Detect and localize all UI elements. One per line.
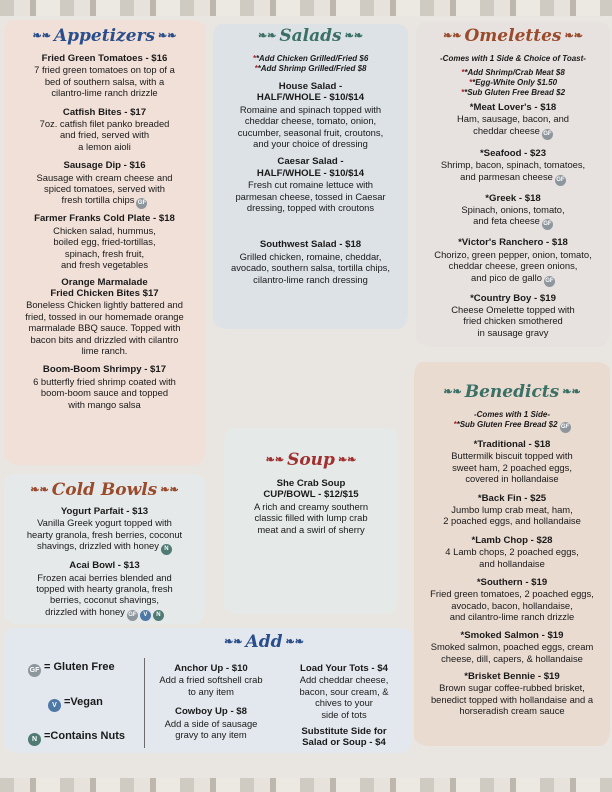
salads-title: ❧❧ Salads ❧❧ bbox=[257, 26, 364, 46]
salads-addons: **Add Chicken Grilled/Fried $6 **Add Shrimp Grilled/Fried $8 bbox=[252, 54, 369, 73]
fern-leaf-icon: ❧❧ bbox=[443, 29, 462, 42]
benedicts-addons: **Sub Gluten Free Bread $2 GF bbox=[416, 420, 608, 433]
menu-item: Anchor Up - $10 Add a fried softshell crab to any item bbox=[159, 663, 263, 697]
menu-item: Catfish Bites - $17 7oz. catfish filet panko breaded and fried, served with a lemon aioli bbox=[39, 106, 170, 152]
menu-item: *Lamb Chop - $28 4 Lamb chops, 2 poached eggs, and hollandaise bbox=[445, 534, 579, 569]
fern-leaf-icon: ❧❧ bbox=[32, 29, 51, 42]
menu-item: Yogurt Parfait - $13 Vanilla Greek yogurt topped with hearty granola, fresh berries, coconut shavings, drizzled with honey N bbox=[6, 506, 203, 555]
contains-nuts-badge: N bbox=[28, 733, 41, 746]
menu-item: Acai Bowl - $13 Frozen acai berries blended and topped with hearty granola, fresh berries, coconut shavings, drizzled with honey GF V N bbox=[6, 560, 203, 621]
appetizers-list bbox=[6, 53, 203, 410]
menu-item: Caesar Salad - HALF/WHOLE - $10/$14 Fresh cut romaine lettuce with parmesan cheese, tossed in Caesar dressing, topped with croutons bbox=[235, 156, 386, 214]
gluten-free-badge: GF bbox=[127, 610, 138, 621]
menu-item: Cowboy Up - $8 Add a side of sausage gravy to any item bbox=[164, 706, 258, 741]
fern-leaf-icon: ❧❧ bbox=[285, 635, 304, 648]
omelettes-addons: **Add Shrimp/Crab Meat $8 **Egg-White Only $1.50 **Sub Gluten Free Bread $2 bbox=[460, 68, 566, 97]
menu-item: Fried Green Tomatoes - $16 7 fried green tomatoes on top of a bed of southern salsa, with a cilantro-lime ranch drizzle bbox=[34, 53, 175, 99]
menu-item: Farmer Franks Cold Plate - $18 Chicken salad, hummus, boiled egg, fried-tortillas, spinach, fresh fruit, and fresh vegetables bbox=[34, 213, 175, 271]
wood-border-bottom bbox=[0, 778, 612, 792]
menu-item: Substitute Side for Salad or Soup - $4 bbox=[301, 726, 387, 749]
benedicts-list: -Comes with 1 Side- **Sub Gluten Free Bread $2 GF *Traditional - $18 Buttermilk biscuit topped with sweet ham, 2 poached eggs, covered in hollandaise *Back Fin - $25 Jumbo lump crab meat, ham, 2 poached eggs, and hollandaise *Lamb Chop - $28 4 Lamb chops, 2 poached eggs, and hollandaise *Southern - $19 Fried green tomatoes, 2 poached eggs, avocado, bacon, hollandaise, and cilantro-lime ranch drizzle *Smoked Salmon - $19 Smoked salmon, poached eggs, cream cheese, dill, capers, & hollandaise *Brisket Bennie - $19 Brown sugar coffee-rubbed brisket, benedict topped with hollandaise and a horseradish cream sauce bbox=[416, 410, 608, 717]
cold-bowls-title: ❧❧ Cold Bowls ❧❧ bbox=[30, 480, 179, 500]
menu-item: Load Your Tots - $4 Add cheddar cheese, bacon, sour cream, & chives to your side of tots bbox=[299, 663, 389, 720]
salads-list bbox=[215, 54, 406, 285]
omelettes-list: -Comes with 1 Side & Choice of Toast- **Add Shrimp/Crab Meat $8 **Egg-White Only $1.50 **Sub Gluten Free Bread $2 *Meat Lover's - $18 Ham, sausage, bacon, and cheddar cheese GF *Seafood - $23 Shrimp, bacon, spinach, tomatoes, and parmesan cheese GF *Greek - $18 Spinach, onions, tomato, and feta cheese GF *Victor's Ranchero - $18 Chorizo, green pepper, onion, tomato, cheddar cheese, green onions, and pico de gallo GF *Country Boy - $19 Cheese Omelette topped with fried chicken smothered in sausage gravy bbox=[418, 54, 608, 338]
menu-item: House Salad - HALF/WHOLE - $10/$14 Romaine and spinach topped with cheddar cheese, tomato, onion, cucumber, seasonal fruit, croutons, and your choice of dressing bbox=[237, 81, 384, 150]
menu-item: *Country Boy - $19 Cheese Omelette topped with fried chicken smothered in sausage gravy bbox=[451, 292, 575, 338]
add-items-right bbox=[280, 663, 408, 749]
appetizers-title: ❧❧ Appetizers ❧❧ bbox=[32, 26, 177, 46]
omelettes-title: ❧❧ Omelettes ❧❧ bbox=[443, 26, 583, 46]
menu-item: *Traditional - $18 Buttermilk biscuit topped with sweet ham, 2 poached eggs, covered in hollandaise bbox=[451, 439, 573, 485]
menu-item: *Back Fin - $25 Jumbo lump crab meat, ham, 2 poached eggs, and hollandaise bbox=[443, 492, 581, 527]
menu-item: She Crab Soup CUP/BOWL - $12/$15 A rich and creamy southern classic filled with lump crab meat and a swirl of sherry bbox=[253, 478, 369, 535]
menu-item: *Meat Lover's - $18 Ham, sausage, bacon, and cheddar cheese GF bbox=[418, 102, 608, 140]
menu-item: *Southern - $19 Fried green tomatoes, 2 poached eggs, avocado, bacon, hollandaise, and cilantro-lime ranch drizzle bbox=[430, 577, 594, 623]
add-items-left bbox=[148, 663, 274, 740]
soup-list bbox=[226, 478, 396, 535]
contains-nuts-badge: N bbox=[161, 544, 172, 555]
menu-item: Sausage Dip - $16 Sausage with cream cheese and spiced tomatoes, served with fresh tortilla chips GF bbox=[6, 160, 203, 209]
fern-leaf-icon: ❧❧ bbox=[564, 29, 583, 42]
menu-item: *Smoked Salmon - $19 Smoked salmon, poached eggs, cream cheese, dill, capers, & hollandaise bbox=[430, 629, 594, 664]
fern-leaf-icon: ❧❧ bbox=[30, 483, 49, 496]
fern-leaf-icon: ❧❧ bbox=[160, 483, 179, 496]
gluten-free-badge: GF bbox=[136, 198, 147, 209]
add-divider bbox=[144, 658, 145, 748]
fern-leaf-icon: ❧❧ bbox=[224, 635, 243, 648]
vegan-badge: V bbox=[48, 699, 61, 712]
vegan-badge: V bbox=[140, 610, 151, 621]
fern-leaf-icon: ❧❧ bbox=[443, 385, 462, 398]
menu-item: *Brisket Bennie - $19 Brown sugar coffee-rubbed brisket, benedict topped with hollandaise and a horseradish cream sauce bbox=[430, 670, 594, 717]
cold-bowls-list bbox=[6, 506, 203, 621]
menu-item: *Seafood - $23 Shrimp, bacon, spinach, tomatoes, and parmesan cheese GF bbox=[418, 148, 608, 186]
fern-leaf-icon: ❧❧ bbox=[337, 453, 357, 466]
legend-contains-nuts: N =Contains Nuts bbox=[28, 730, 125, 746]
menu-item: *Greek - $18 Spinach, onions, tomato, and feta cheese GF bbox=[418, 193, 608, 231]
legend-vegan: V =Vegan bbox=[48, 696, 103, 712]
contains-nuts-badge: N bbox=[153, 610, 164, 621]
fern-leaf-icon: ❧❧ bbox=[158, 29, 177, 42]
menu-item: *Victor's Ranchero - $18 Chorizo, green pepper, onion, tomato, cheddar cheese, green onions, and pico de gallo GF bbox=[418, 237, 608, 286]
soup-title: ❧❧ Soup ❧❧ bbox=[265, 450, 357, 470]
menu-item: Southwest Salad - $18 Grilled chicken, romaine, cheddar, avocado, southern salsa, tortilla chips, cilantro-lime ranch dressing bbox=[231, 239, 390, 285]
gluten-free-badge: GF bbox=[542, 219, 553, 230]
gluten-free-badge: GF bbox=[555, 175, 566, 186]
wood-border-top bbox=[0, 0, 612, 16]
fern-leaf-icon: ❧❧ bbox=[562, 385, 581, 398]
gluten-free-badge: GF bbox=[560, 422, 571, 433]
gluten-free-badge: GF bbox=[544, 276, 555, 287]
menu-item: Boom-Boom Shrimpy - $17 6 butterfly fried shrimp coated with boom-boom sauce and topped with mango salsa bbox=[33, 364, 176, 410]
gluten-free-badge: GF bbox=[28, 664, 41, 677]
fern-leaf-icon: ❧❧ bbox=[344, 29, 364, 42]
fern-leaf-icon: ❧❧ bbox=[257, 29, 277, 42]
gluten-free-badge: GF bbox=[542, 129, 553, 140]
fern-leaf-icon: ❧❧ bbox=[265, 453, 285, 466]
legend-gluten-free: GF = Gluten Free bbox=[28, 661, 115, 677]
menu-item: Orange Marmalade Fried Chicken Bites $17 Boneless Chicken lightly battered and fried, tossed in our homemade orange marmalade BBQ sauce. Topped with bacon bits and drizzled with cilantro lime ranch. bbox=[25, 276, 184, 356]
add-title: ❧❧ Add ❧❧ bbox=[224, 632, 304, 652]
benedicts-title: ❧❧ Benedicts ❧❧ bbox=[443, 382, 581, 402]
